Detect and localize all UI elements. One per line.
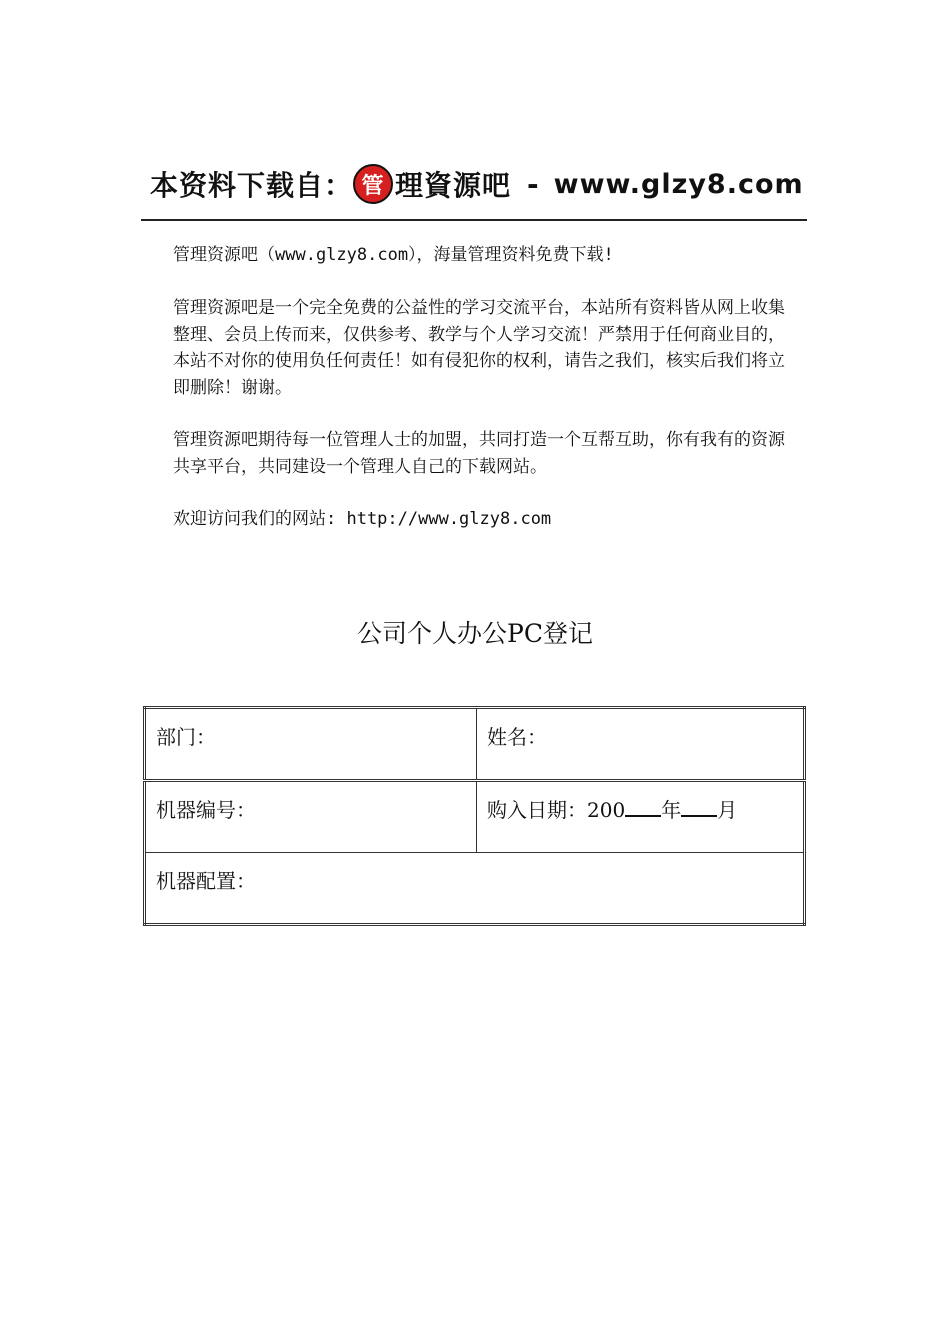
machine-number-label: 机器编号：: [156, 798, 256, 822]
document-title: 公司个人办公PC登记: [357, 619, 593, 648]
configuration-label: 机器配置：: [156, 869, 256, 893]
purchase-date-label: 购入日期：200: [487, 798, 626, 822]
notice-paragraph-4: 欢迎访问我们的网站: http://www.glzy8.com: [173, 509, 552, 529]
site-logo-icon: 管: [353, 164, 393, 204]
notice-paragraph-3: 管理资源吧期待每一位管理人士的加盟，共同打造一个互帮互助，你有我有的资源共享平台，共同建设一个管理人自己的下载网站。: [173, 430, 785, 477]
site-notice: [173, 242, 793, 559]
name-label: 姓名：: [487, 725, 547, 749]
purchase-date-cell[interactable]: [477, 781, 805, 853]
month-blank[interactable]: [681, 795, 717, 817]
banner-separator: -: [527, 167, 540, 201]
notice-paragraph-2: 管理资源吧是一个完全免费的公益性的学习交流平台，本站所有资料皆从网上收集整理、会员上传而来，仅供参考、教学与个人学习交流！严禁用于任何商业目的，本站不对你的使用负任何责任！如有侵犯你的权利，请告之我们，核实后我们将立即删除！谢谢。: [173, 298, 785, 398]
banner-url[interactable]: www.glzy8.com: [553, 168, 804, 200]
department-label: 部门：: [156, 725, 216, 749]
year-label: 年: [661, 798, 682, 822]
notice-paragraph-1: 管理资源吧（www.glzy8.com），海量管理资料免费下载!: [173, 245, 614, 265]
machine-number-cell[interactable]: [145, 781, 477, 853]
site-banner: [150, 160, 810, 208]
banner-site-name: 理資源吧: [395, 169, 512, 202]
department-cell[interactable]: [145, 708, 477, 781]
configuration-cell[interactable]: [145, 853, 805, 925]
banner-lead: 本资料下载自：: [150, 169, 354, 202]
header-divider: [141, 219, 807, 221]
year-blank[interactable]: [625, 795, 661, 817]
registration-table: [143, 706, 806, 926]
month-label: 月: [717, 798, 738, 822]
name-cell[interactable]: [477, 708, 805, 781]
